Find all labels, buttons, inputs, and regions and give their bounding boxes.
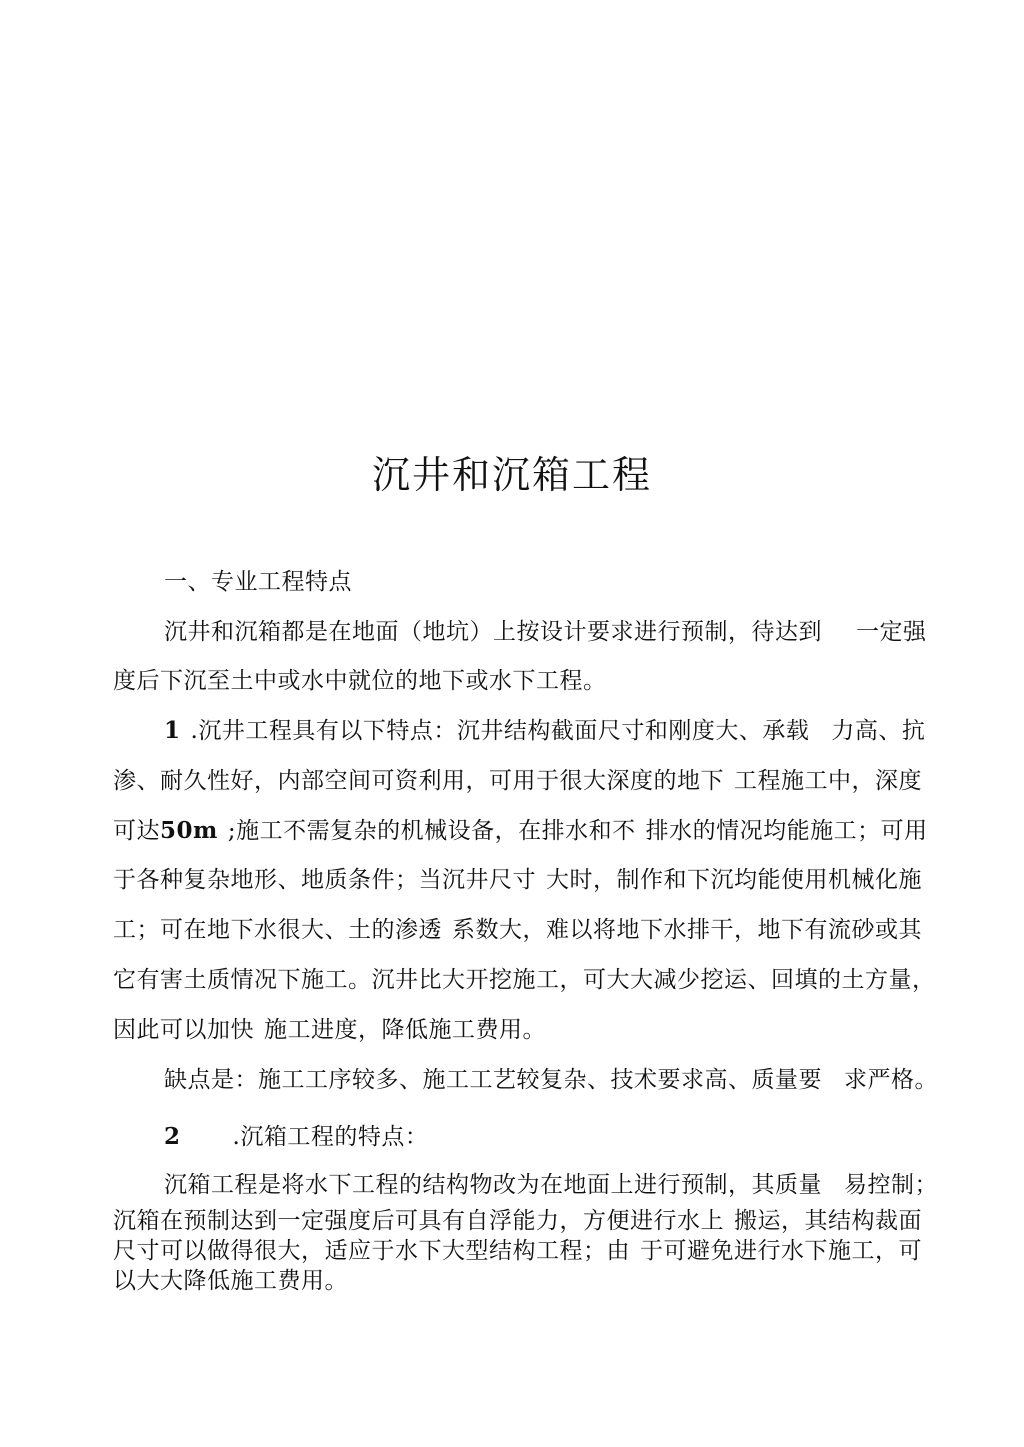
section-heading	[164, 567, 954, 597]
item2-text-b: 易控制；	[844, 1172, 938, 1198]
item2-text-d: 搬运，其结构裁面	[734, 1208, 922, 1234]
item1-text-f: ;施工不需复杂的机械设备，在排水和不	[227, 818, 636, 844]
intro-line-1	[164, 617, 954, 647]
item2-line-4	[113, 1266, 943, 1296]
item1-line-5	[113, 915, 943, 945]
item2-line-3	[113, 1236, 943, 1266]
item2-text-f: 于可避免进行水下施工，可	[640, 1238, 922, 1264]
item2-text-e: 尺寸可以做得很大，适应于水下大型结构工程；由	[113, 1238, 630, 1264]
item2-line-2	[113, 1206, 943, 1236]
item2-heading-line	[164, 1122, 954, 1152]
drawbacks-text-b: 求严格。	[844, 1067, 938, 1093]
section-heading-text: 一、专业工程特点	[164, 569, 352, 595]
item1-text-l: 它有害土质情况下施工。沉井比大开挖施工，可大大减少挖运、回填的土方量，	[113, 967, 936, 993]
item1-line-7	[113, 1015, 943, 1045]
item1-text-k: 系数大，难以将地下水排干，地下有流砂或其	[452, 917, 922, 943]
item1-line-2	[113, 766, 943, 796]
intro-text-c: 度后下沉至土中或水中就位的地下或水下工程。	[113, 668, 607, 694]
item2-text-g: 以大大降低施工费用。	[113, 1268, 348, 1294]
item1-text-c: 渗、耐久性好，内部空间可资利用，可用于很大深度的地下	[113, 768, 724, 794]
item1-text-i: 大时，制作和下沉均能使用机械化施	[546, 867, 922, 893]
item1-text-d: 工程施工中，深度	[734, 768, 922, 794]
item1-text-e: 可达	[113, 818, 160, 844]
item1-text-a: .沉井工程具有以下特点：沉井结构截面尺寸和刚度大、承载	[190, 718, 810, 744]
item1-number: 1	[164, 717, 181, 744]
item1-line-4	[113, 865, 943, 895]
item1-line-1	[164, 716, 954, 746]
item1-line-3	[113, 816, 943, 846]
intro-text-a: 沉井和沉箱都是在地面（地坑）上按设计要求进行预制，待达到	[164, 619, 822, 645]
item1-text-g: 排水的情况均能施工；可用	[645, 818, 928, 844]
item1-text-h: 于各种复杂地形、地质条件；当沉井尺寸	[113, 867, 536, 893]
document-title: 沉井和沉箱工程	[371, 453, 652, 497]
item1-text-j: 工；可在地下水很大、土的渗透	[113, 917, 442, 943]
item1-text-b: 力高、抗	[831, 718, 926, 744]
item2-number: 2	[164, 1123, 181, 1150]
item2-text-a: 沉箱工程是将水下工程的结构物改为在地面上进行预制，其质量	[164, 1172, 822, 1198]
item1-line-6	[113, 965, 943, 995]
item2-line-1	[164, 1170, 954, 1200]
item2-heading: .沉箱工程的特点：	[232, 1124, 429, 1150]
intro-text-b: 一定强	[856, 619, 927, 645]
drawbacks-text-a: 缺点是：施工工序较多、施工工艺较复杂、技术要求高、质量要	[164, 1067, 822, 1093]
item1-text-m: 因此可以加快	[113, 1017, 254, 1043]
item1-text-n: 施工进度，降低施工费用。	[264, 1017, 546, 1043]
drawbacks-line	[164, 1065, 954, 1095]
item2-text-c: 沉箱在预制达到一定强度后可具有自浮能力，方便进行水上	[113, 1208, 724, 1234]
item1-depth-value: 50m	[160, 817, 218, 844]
intro-line-2	[113, 666, 943, 696]
